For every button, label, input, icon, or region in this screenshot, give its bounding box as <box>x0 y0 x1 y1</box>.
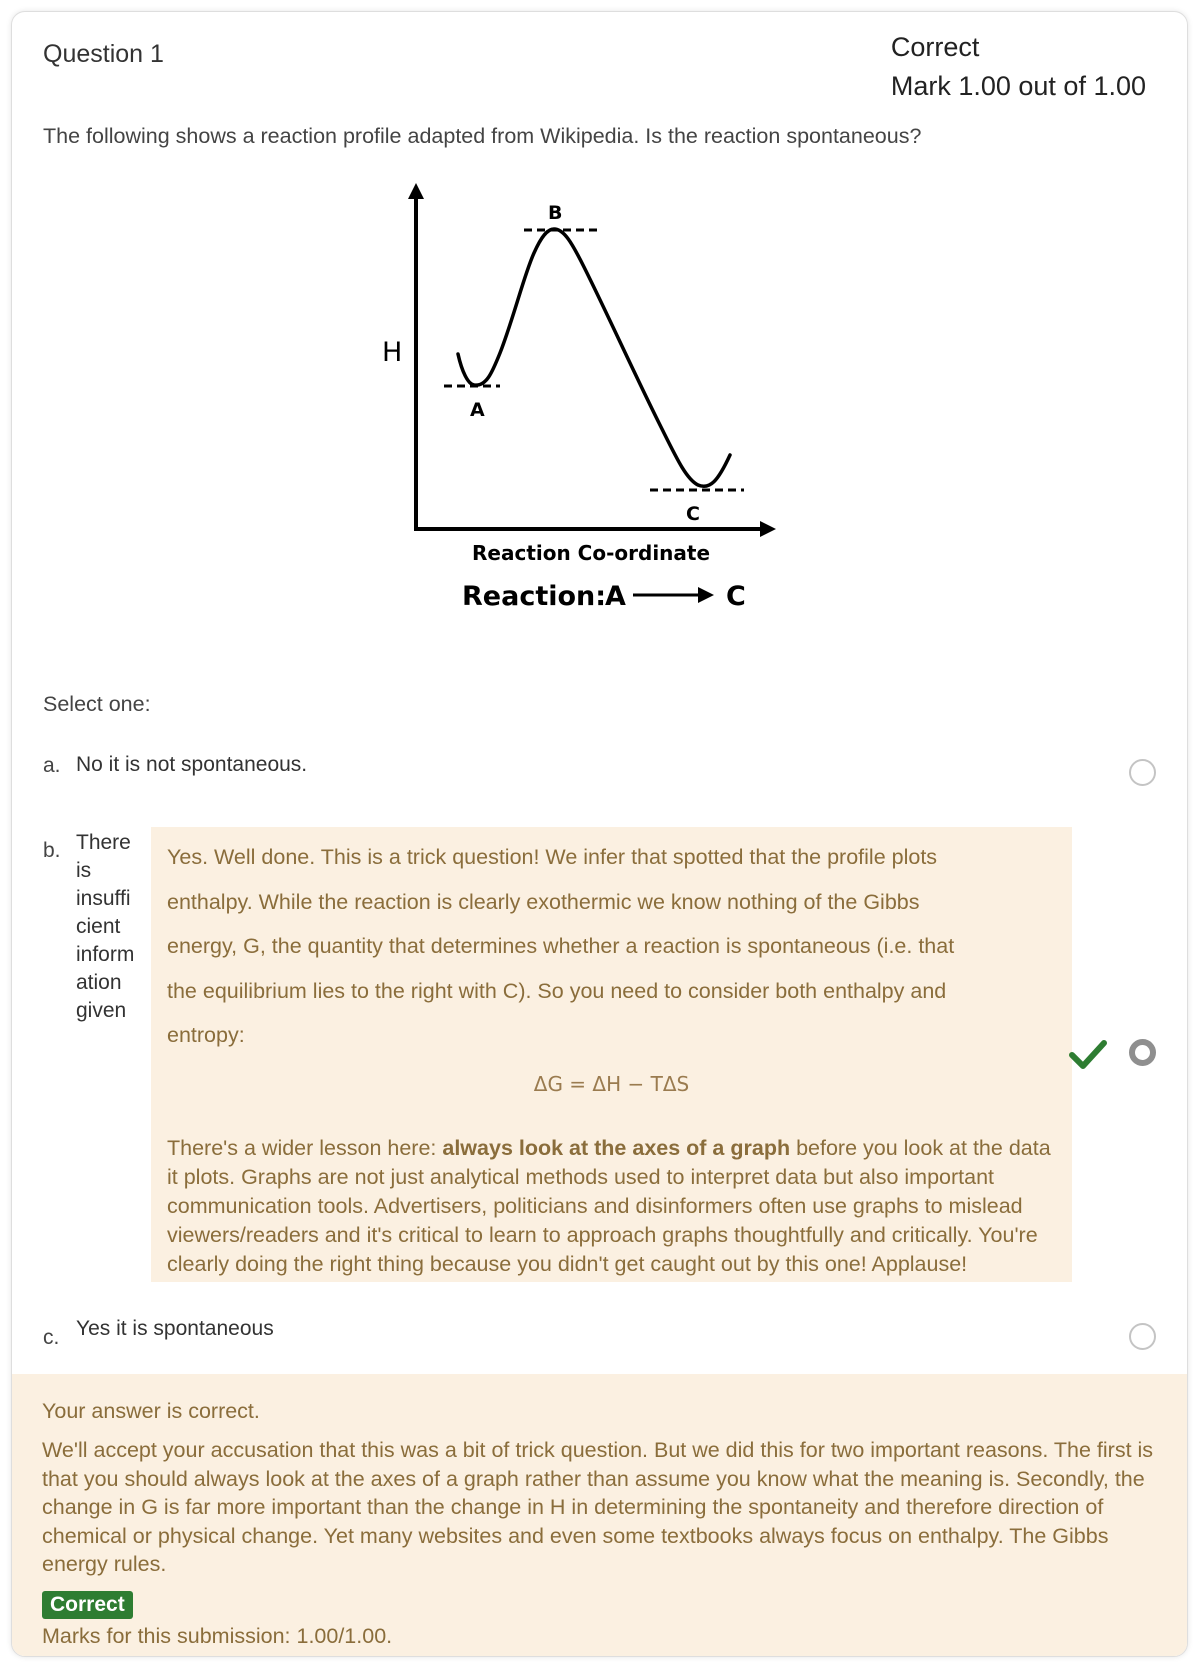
point-b-label: B <box>548 202 563 224</box>
reaction-profile-figure <box>352 177 872 657</box>
feedback-line: entropy: <box>167 1023 245 1047</box>
point-a-label: A <box>470 399 485 421</box>
submission-marks: Marks for this submission: 1.00/1.00. <box>42 1623 393 1648</box>
status-label: Correct <box>890 32 980 62</box>
option-a-letter: a. <box>43 754 61 777</box>
mark-label: Mark 1.00 out of 1.00 <box>890 71 1146 101</box>
option-a-radio[interactable] <box>1129 759 1156 786</box>
answer-result: Your answer is correct. <box>42 1399 260 1423</box>
correct-badge: Correct <box>42 1591 133 1619</box>
reaction-arrow-icon <box>698 587 714 603</box>
x-axis-arrow-icon <box>760 521 776 537</box>
lesson-prefix: There's a wider lesson here: <box>167 1136 443 1160</box>
select-one-prompt: Select one: <box>43 692 151 716</box>
general-explanation: We'll accept your accusation that this was a bit of trick question. But we did this for two important reasons. The first is that you should always look at the axes of a graph rather than assume you know what the meaning is. Secondly, the change in G is far more important than the change in H in determining the spontaneity and therefore direction of chemical or physical change. Yet many websites and even some textbooks always focus on enthalpy. The Gibbs energy rules. <box>42 1438 1154 1576</box>
y-axis-arrow-icon <box>408 183 424 199</box>
general-feedback <box>12 1374 1187 1657</box>
feedback-line: energy, G, the quantity that determines whether a reaction is spontaneous (i.e. that <box>167 934 955 958</box>
option-b-text-line: cient <box>76 915 121 938</box>
feedback-line: Yes. Well done. This is a trick question! We infer that spotted that the profile plots <box>167 845 938 869</box>
option-c-text[interactable]: Yes it is spontaneous <box>76 1317 274 1340</box>
option-b-text-line: ation <box>76 971 122 994</box>
correct-check-icon <box>1069 1039 1107 1069</box>
x-axis-label: Reaction Co-ordinate <box>472 541 711 565</box>
feedback-line: the equilibrium lies to the right with C). So you need to consider both enthalpy and <box>167 978 947 1003</box>
feedback-lesson <box>167 1134 1056 1279</box>
option-b-text[interactable] <box>76 829 148 1025</box>
question-card <box>11 11 1188 1657</box>
question-text: The following shows a reaction profile adapted from Wikipedia. Is the reaction spontaneous? <box>43 124 922 148</box>
option-b-text-line: insuffi <box>76 887 131 910</box>
option-b-text-line: There <box>76 831 131 854</box>
option-a-text[interactable]: No it is not spontaneous. <box>76 753 308 776</box>
option-b-text-line: is <box>76 859 92 882</box>
option-feedback <box>151 827 1072 1282</box>
question-status <box>891 28 1146 106</box>
lesson-rest: before you look at the data it plots. Graphs are not just analytical methods used to interpret data but also important communication tools. Advertisers, politicians and disinformers often use graphs to mislead viewers/readers and it's critical to learn to approach graphs thoughtfully and critically. You're clearly doing the right thing because you didn't get caught out by this one! Applause! <box>167 1136 1051 1276</box>
energy-curve <box>458 229 730 486</box>
option-b-radio[interactable] <box>1129 1039 1156 1066</box>
gibbs-formula: ΔG = ΔH − TΔS <box>533 1071 690 1096</box>
lesson-bold: always look at the axes of a graph <box>442 1136 791 1160</box>
question-title: Question 1 <box>43 40 164 68</box>
option-c-letter: c. <box>43 1326 60 1349</box>
point-c-label: C <box>686 503 700 525</box>
option-b-text-line: inform <box>76 943 135 966</box>
reaction-prefix: Reaction: <box>462 581 607 612</box>
reaction-from: A <box>605 581 626 612</box>
reaction-to: C <box>726 581 746 612</box>
y-axis-label: H <box>382 337 403 368</box>
feedback-line: enthalpy. While the reaction is clearly exothermic we know nothing of the Gibbs <box>167 889 920 914</box>
option-c-radio[interactable] <box>1129 1323 1156 1350</box>
option-b-text-line: given <box>76 999 127 1022</box>
option-b-letter: b. <box>43 839 61 862</box>
